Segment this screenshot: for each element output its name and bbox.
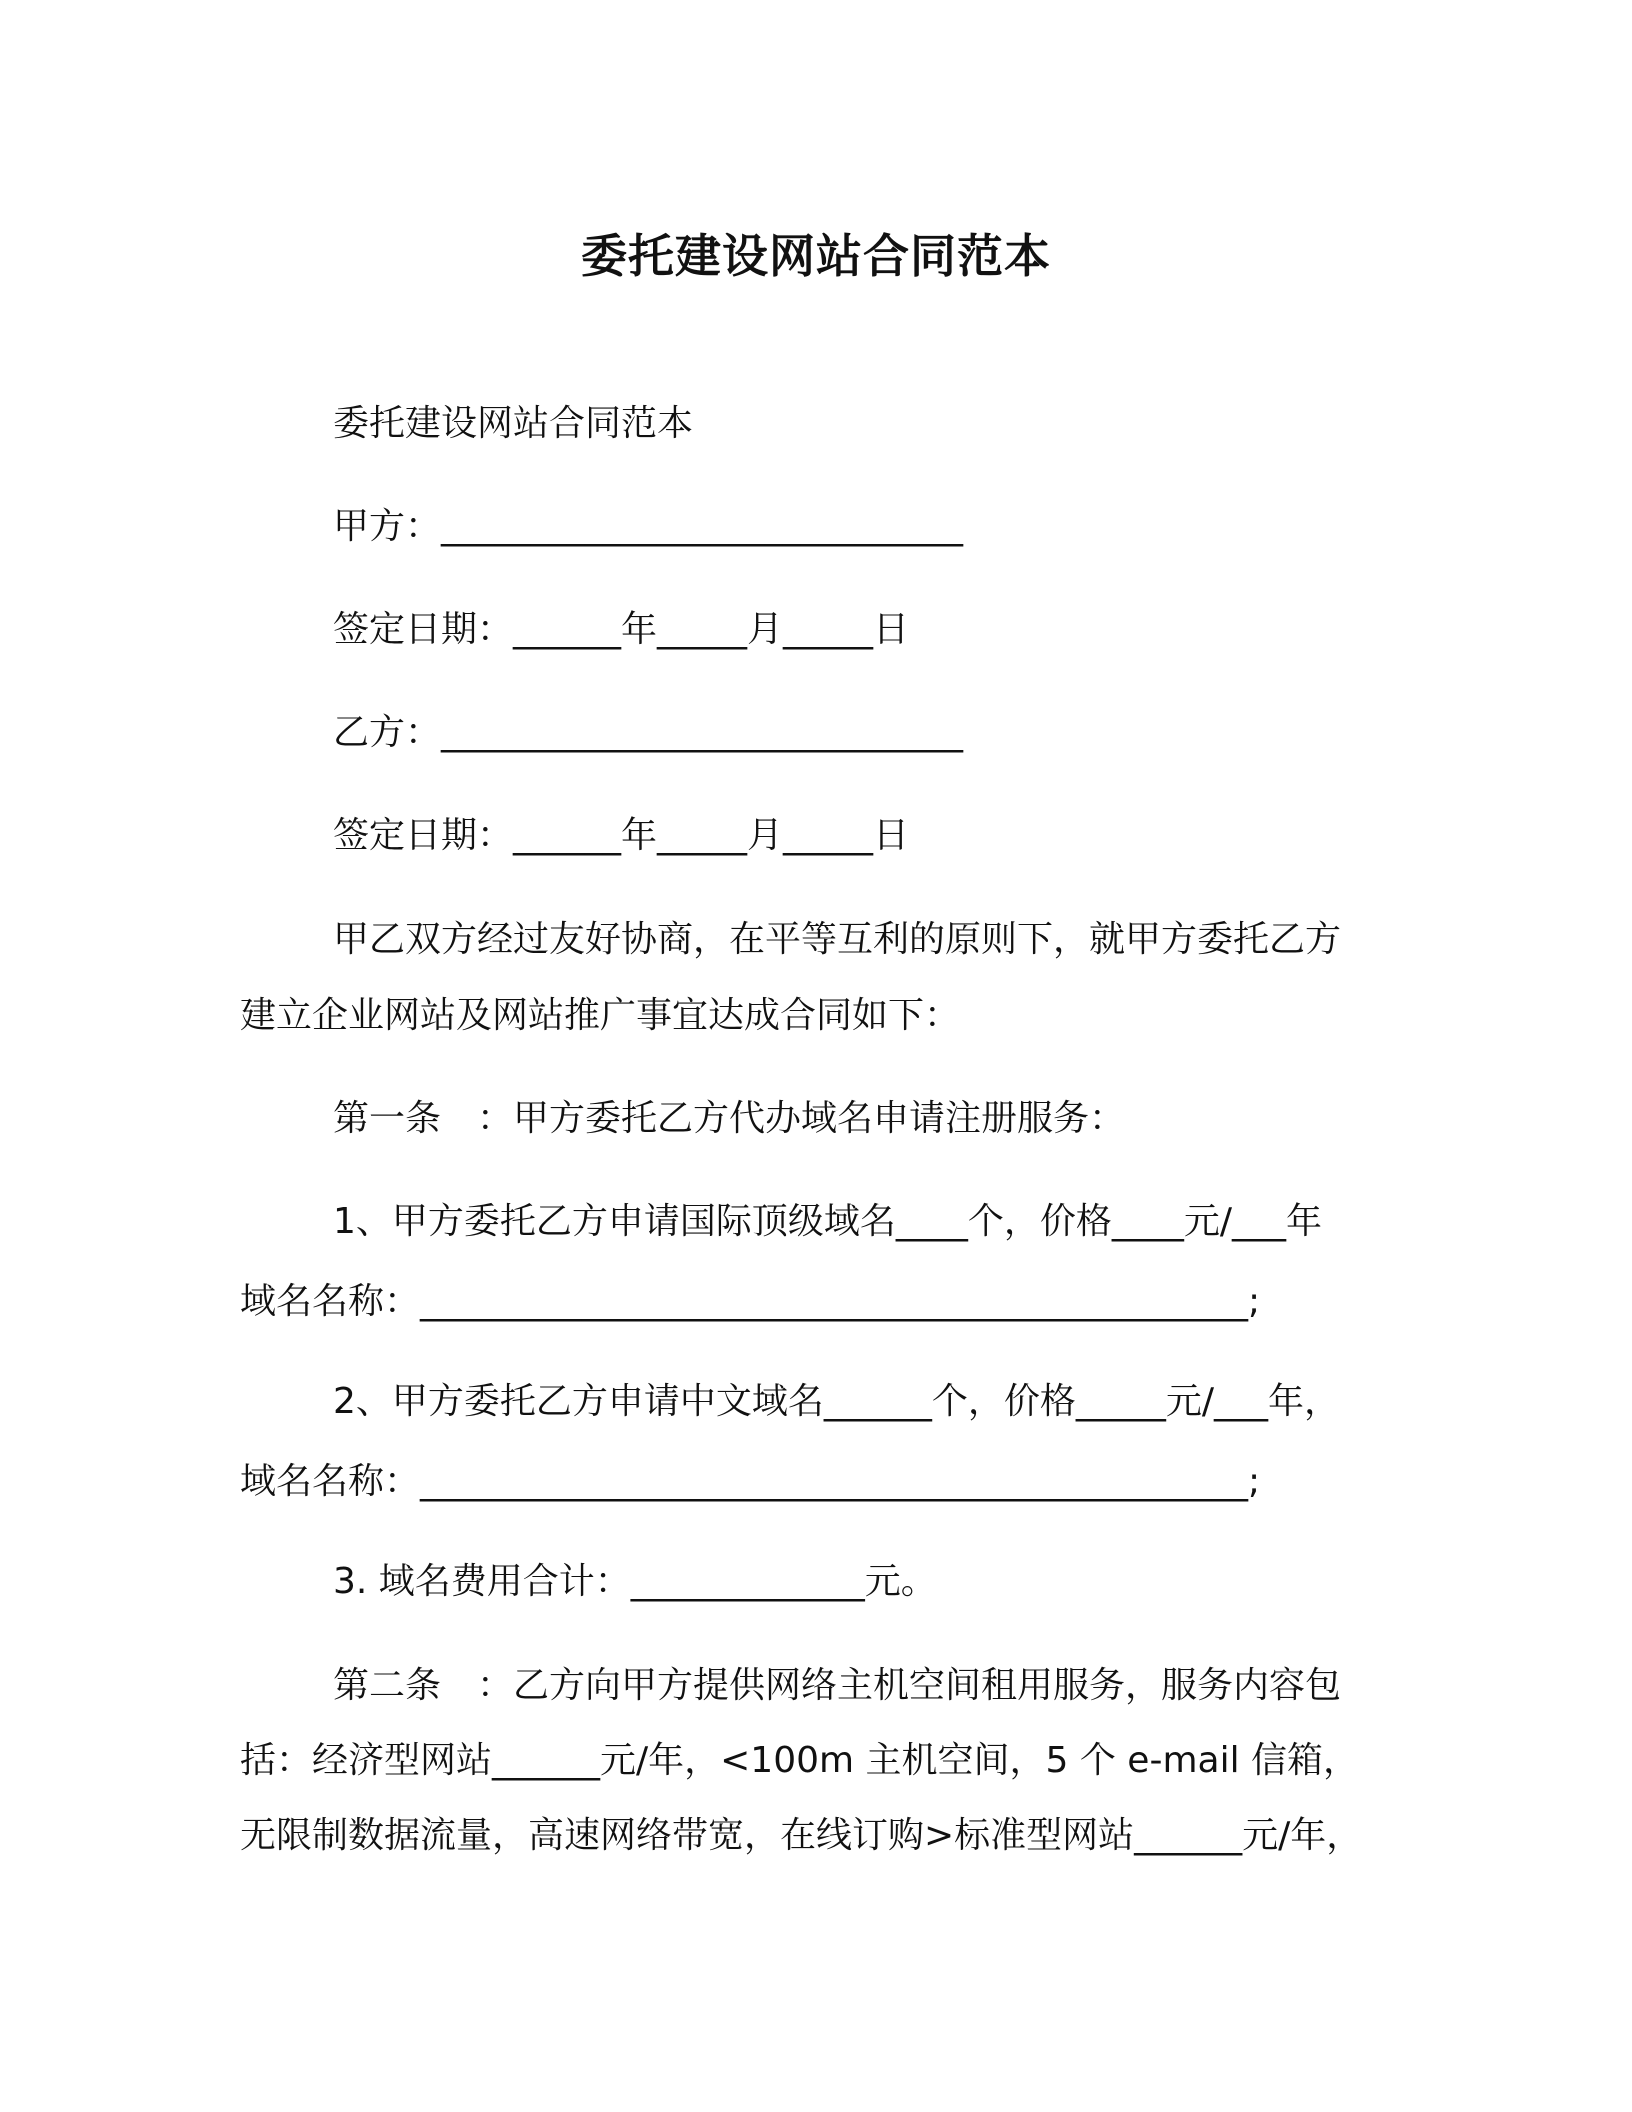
- subtitle-line: 委托建设网站合同范本: [333, 403, 694, 444]
- preamble-line-1: 甲乙双方经过友好协商，在平等互利的原则下，就甲方委托乙方: [333, 919, 1342, 960]
- article-1-heading: 第一条 ：甲方委托乙方代办域名申请注册服务：: [333, 1098, 1126, 1139]
- article-1-item-1: 1、甲方委托乙方申请国际顶级域名____个，价格____元/___年: [333, 1201, 1323, 1242]
- article-2-line-1: 第二条 ：乙方向甲方提供网络主机空间租用服务，服务内容包: [333, 1665, 1342, 1706]
- article-2-line-3: 无限制数据流量，高速网络带宽，在线订购>标准型网站______元/年，: [240, 1815, 1363, 1856]
- preamble-line-2: 建立企业网站及网站推广事宜达成合同如下：: [240, 995, 961, 1036]
- article-2-line-2: 括：经济型网站______元/年，<100m 主机空间，5 个 e-mail 信箱，: [240, 1740, 1360, 1781]
- sign-date-a-line: 签定日期：______年_____月_____日: [333, 609, 910, 650]
- party-b-line: 乙方：_____________________________: [333, 712, 964, 753]
- document-title: 委托建设网站合同范本: [581, 229, 1051, 283]
- article-1-item-2: 2、甲方委托乙方申请中文域名______个，价格_____元/___年，: [333, 1381, 1341, 1422]
- sign-date-b-line: 签定日期：______年_____月_____日: [333, 815, 910, 856]
- article-1-item-1-domain: 域名名称：______________________________________________;: [240, 1281, 1261, 1322]
- party-a-line: 甲方：_____________________________: [333, 506, 964, 547]
- article-1-total: 3. 域名费用合计：_____________元。: [333, 1561, 937, 1602]
- article-1-item-2-domain: 域名名称：______________________________________________;: [240, 1461, 1261, 1502]
